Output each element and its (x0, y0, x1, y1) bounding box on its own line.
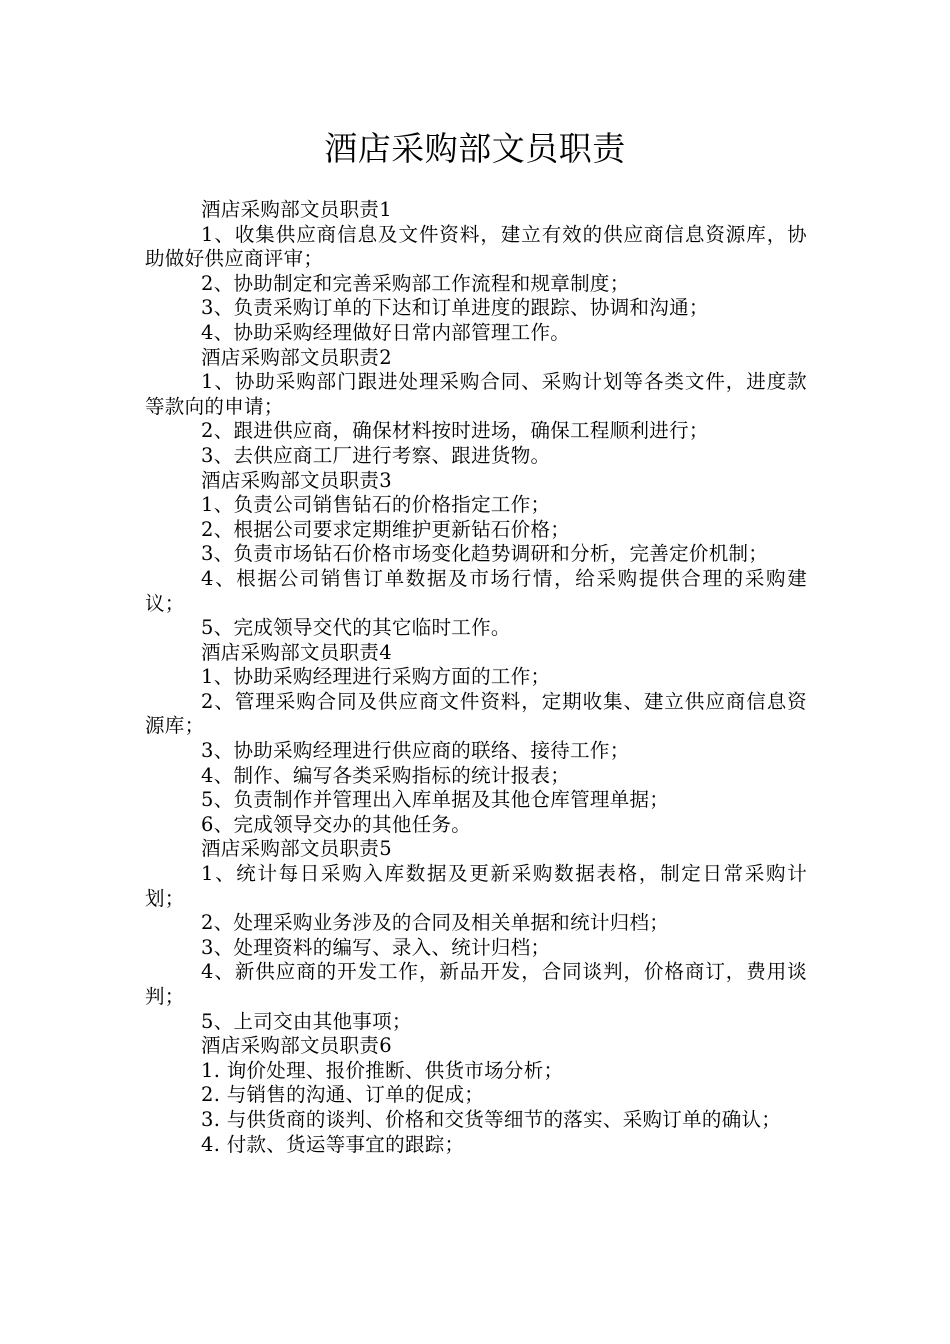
duty-item: 4. 付款、货运等事宜的跟踪； (201, 1132, 465, 1156)
duty-item: 1、协助采购经理进行采购方面的工作； (201, 665, 551, 689)
duty-item: 3、去供应商工厂进行考察、跟进货物。 (201, 443, 551, 467)
duty-item: 1、收集供应商信息及文件资料，建立有效的供应商信息资源库，协助做好供应商评审； (145, 222, 807, 271)
section-heading: 酒店采购部文员职责5 (201, 837, 392, 861)
duty-item: 2、跟进供应商，确保材料按时进场，确保工程顺利进行； (201, 419, 709, 443)
document-title: 酒店采购部文员职责 (324, 129, 626, 168)
duty-item: 2、处理采购业务涉及的合同及相关单据和统计归档； (201, 911, 670, 935)
duty-item: 1. 询价处理、报价推断、供货市场分析； (201, 1058, 564, 1082)
duty-item: 3、协助采购经理进行供应商的联络、接待工作； (201, 739, 630, 763)
section-heading: 酒店采购部文员职责6 (201, 1034, 392, 1058)
duty-item: 3、负责市场钻石价格市场变化趋势调研和分析，完善定价机制； (201, 542, 769, 566)
duty-item: 5、完成领导交代的其它临时工作。 (201, 616, 511, 640)
section-heading: 酒店采购部文员职责4 (201, 640, 392, 664)
duty-item: 5、负责制作并管理出入库单据及其他仓库管理单据； (201, 788, 670, 812)
duty-item: 2. 与销售的沟通、订单的促成； (201, 1083, 485, 1107)
duty-item: 3. 与供货商的谈判、价格和交货等细节的落实、采购订单的确认； (201, 1107, 782, 1131)
duty-item: 4、制作、编写各类采购指标的统计报表； (201, 763, 571, 787)
duty-item: 2、管理采购合同及供应商文件资料，定期收集、建立供应商信息资源库； (145, 689, 807, 738)
section-heading: 酒店采购部文员职责1 (201, 198, 392, 221)
duty-item: 3、负责采购订单的下达和订单进度的跟踪、协调和沟通； (201, 296, 709, 320)
duty-item: 5、上司交由其他事项； (201, 1009, 412, 1033)
duty-item: 1、协助采购部门跟进处理采购合同、采购计划等各类文件，进度款等款向的申请； (145, 370, 807, 418)
duty-item: 2、根据公司要求定期维护更新钻石价格； (201, 517, 571, 541)
document-body (145, 198, 807, 1157)
duty-item: 2、协助制定和完善采购部工作流程和规章制度； (201, 271, 630, 295)
duty-item: 4、新供应商的开发工作，新品开发，合同谈判，价格商订，费用谈判； (145, 960, 807, 1008)
duty-item: 3、处理资料的编写、录入、统计归档； (201, 935, 551, 959)
section-heading: 酒店采购部文员职责2 (201, 345, 392, 369)
duty-item: 4、协助采购经理做好日常内部管理工作。 (201, 320, 571, 344)
duty-item: 1、统计每日采购入库数据及更新采购数据表格，制定日常采购计划； (145, 862, 807, 910)
duty-item: 1、负责公司销售钻石的价格指定工作； (201, 493, 551, 517)
section-heading: 酒店采购部文员职责3 (201, 468, 392, 492)
duty-item: 4、根据公司销售订单数据及市场行情，给采购提供合理的采购建议； (145, 566, 807, 615)
duty-item: 6、完成领导交办的其他任务。 (201, 812, 472, 836)
